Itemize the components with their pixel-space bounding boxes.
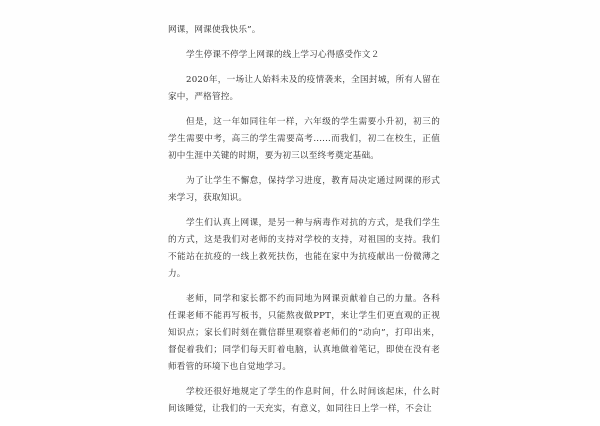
document-body: [168, 22, 440, 426]
paragraph-schedule: 学校还很好地规定了学生的作息时间，什么时间该起床，什么时间该睡觉，让我们的一天充实，有意义，如同往日上学一样，不会让: [168, 387, 440, 414]
essay-title: 学生停课不停学上网课的线上学习心得感受作文２: [186, 50, 380, 60]
lead-line: 网课，网课使我快乐”。: [168, 25, 261, 35]
paragraph-exams: 但是，这一年如同往年一样，六年级的学生需要小升初，初三的学生需要中考，高三的学生需要高考......而我们，初二在校生，正值初中生涯中关键的时期，要为初三以至终考奠定基础。: [168, 117, 440, 161]
paragraph-teachers: 老师，同学和家长都不约而同地为网课贡献着自己的力量。各科任课老师不能再写板书，只能熬夜做PPT，来让学生们更直观的正视知识点；家长们时刻在微信群里观察着老师们的“动向”，打印出来，督促着我们；同学们每天盯着电脑，认真地做着笔记，即使在没有老师看管的环境下也自觉地学习。: [168, 294, 440, 372]
paragraph-online-classes: 为了让学生不懈怠，保持学习进度，教育局决定通过网课的形式来学习，获取知识。: [168, 176, 440, 203]
paragraph-students: 学生们认真上网课，是另一种与病毒作对抗的方式，是我们学生的方式，这是我们对老师的支持对学校的支持，对祖国的支持。我们不能站在抗疫的一线上救死扶伤，也能在家中为抗疫献出一份微薄之力。: [168, 218, 440, 279]
paragraph-intro: 2020年，一场让人始料未及的疫情袭来，全国封城，所有人留在家中，严格管控。: [168, 75, 440, 102]
